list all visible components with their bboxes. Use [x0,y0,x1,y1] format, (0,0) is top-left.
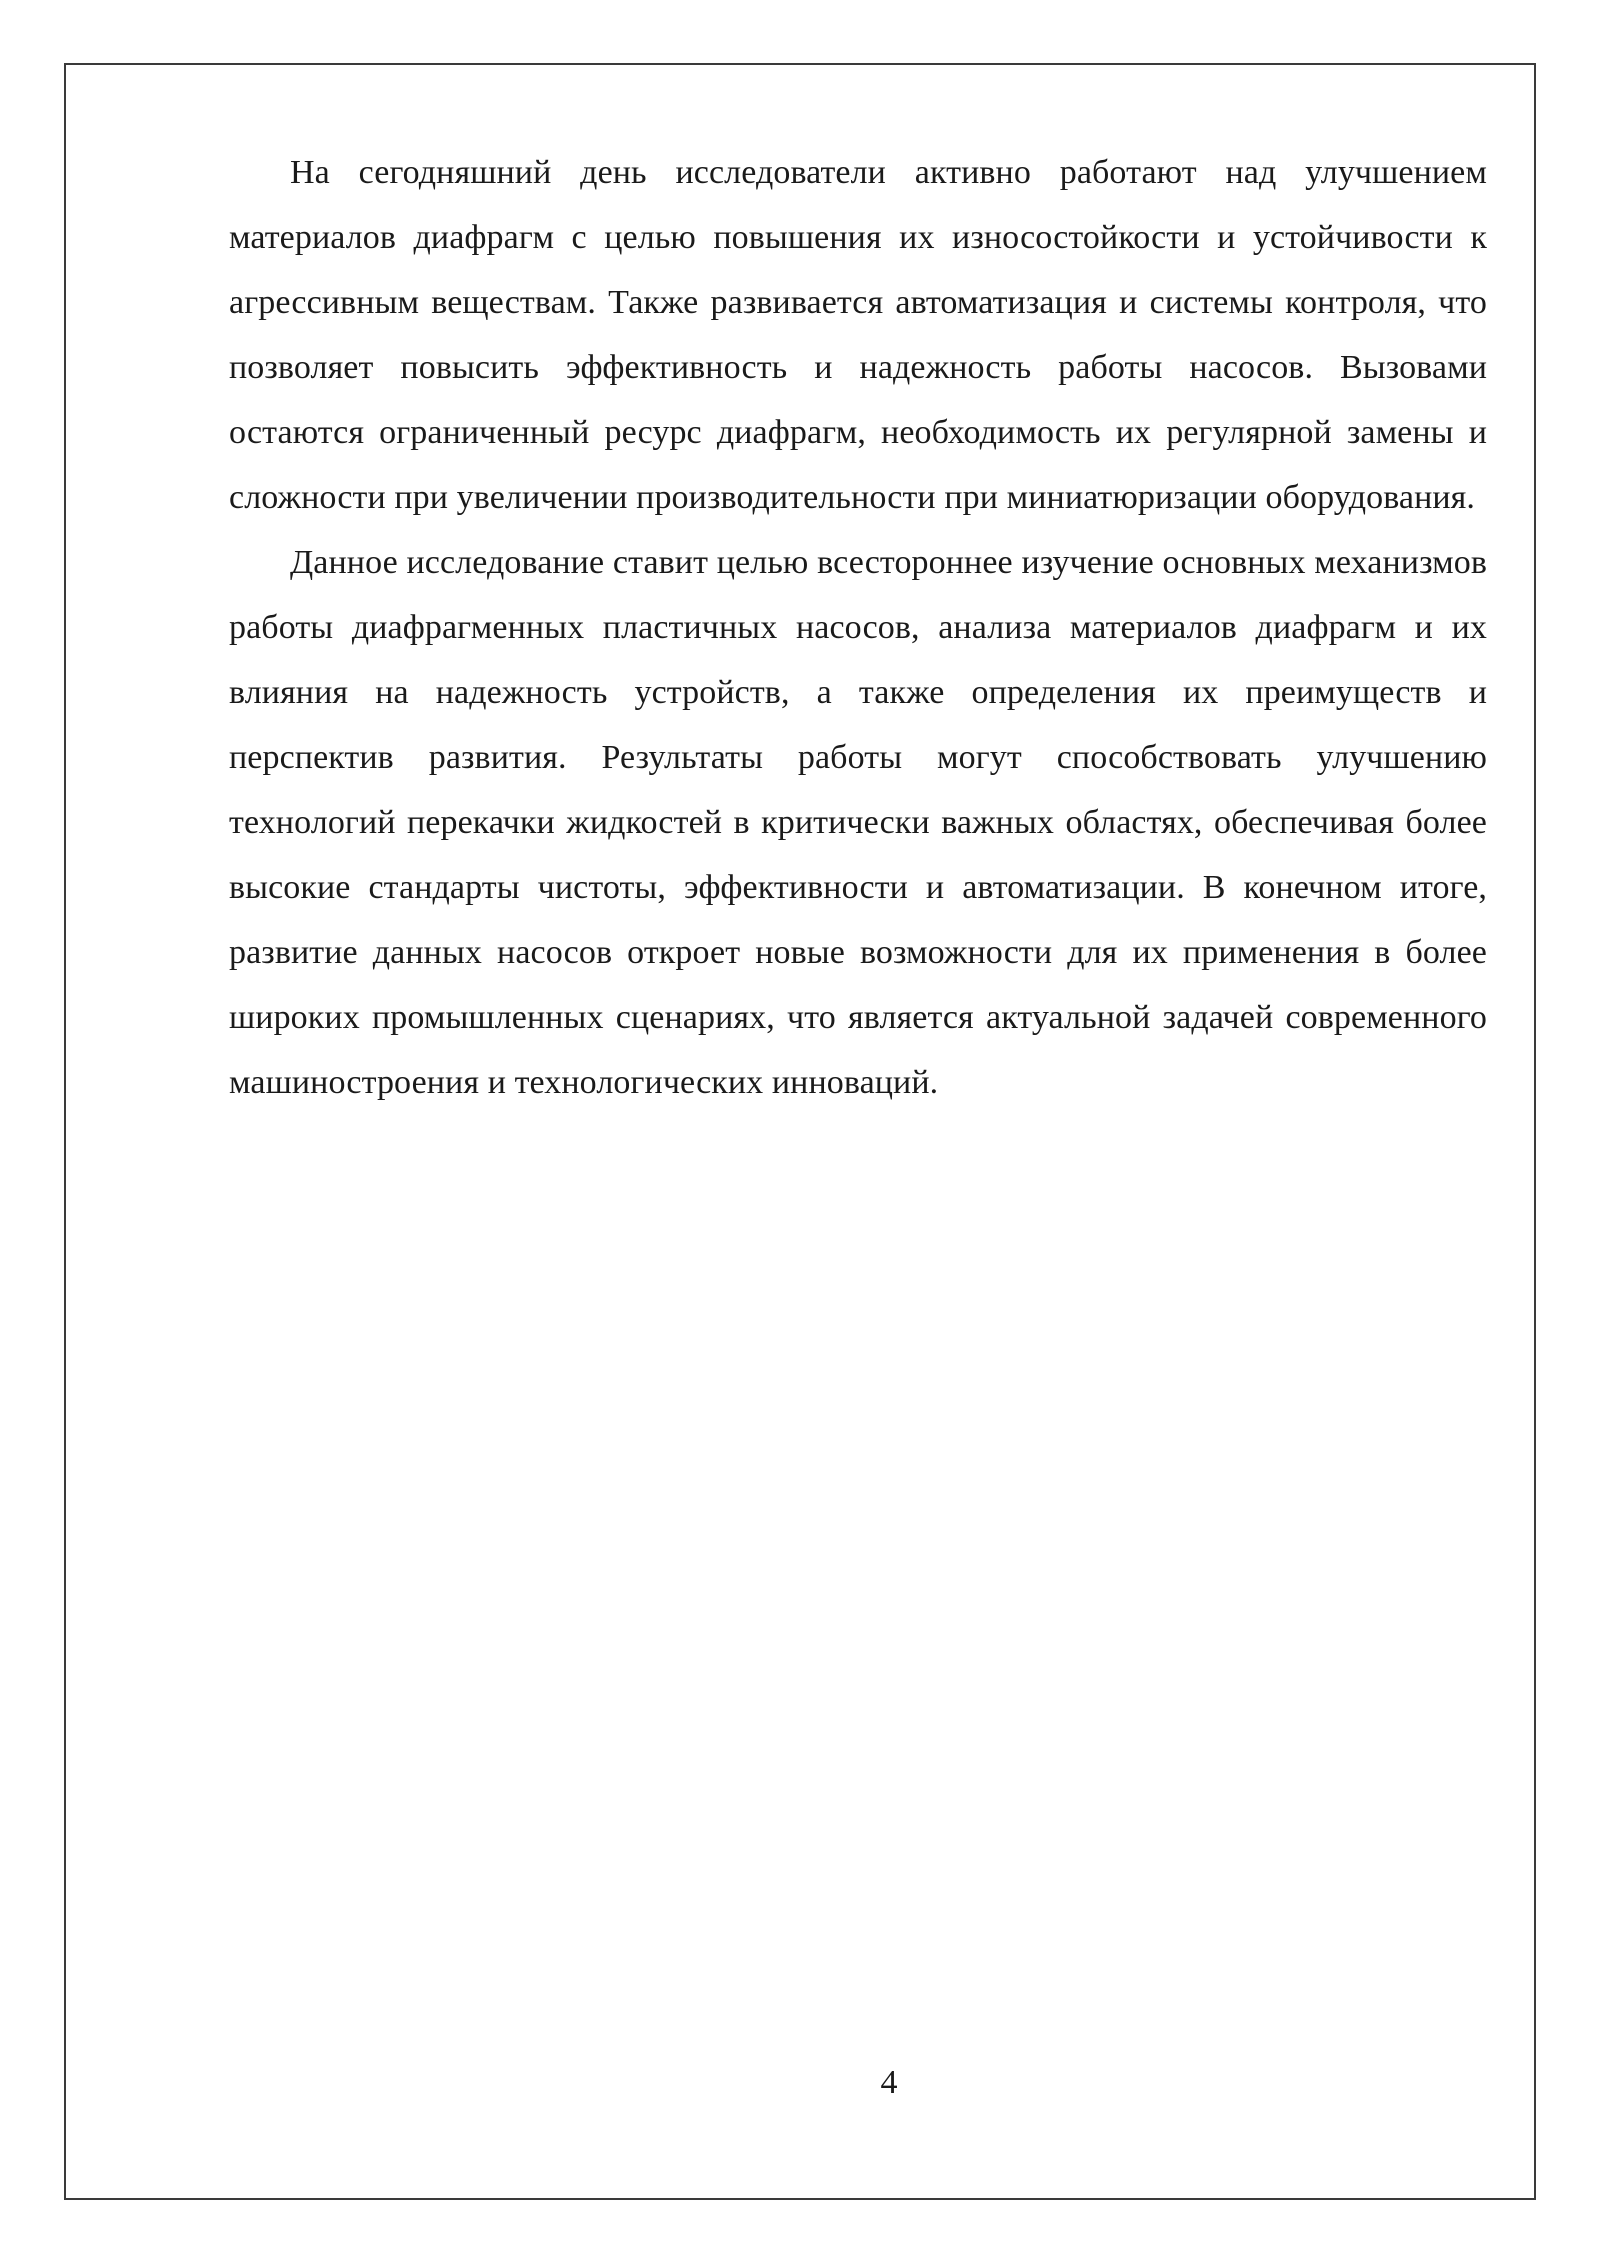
document-body [229,140,1487,1115]
paragraph-2: Данное исследование ставит целью всестороннее изучение основных механизмов работы диафрагменных пластичных насосов, анализа материалов диафрагм и их влияния на надежность устройств, а также определения их преимуществ и перспектив развития. Результаты работы могут способствовать улучшению технологий перекачки жидкостей в критически важных областях, обеспечивая более высокие стандарты чистоты, эффективности и автоматизации. В конечном итоге, развитие данных насосов откроет новые возможности для их применения в более широких промышленных сценариях, что является актуальной задачей современного машиностроения и технологических инноваций. [229,544,1487,1101]
page-number: 4 [880,2064,898,2101]
paragraph-1: На сегодняшний день исследователи активно работают над улучшением материалов диафрагм с целью повышения их износостойкости и устойчивости к агрессивным веществам. Также развивается автоматизация и системы контроля, что позволяет повысить эффективность и надежность работы насосов. Вызовами остаются ограниченный ресурс диафрагм, необходимость их регулярной замены и сложности при увеличении производительности при миниатюризации оборудования. [229,154,1487,516]
